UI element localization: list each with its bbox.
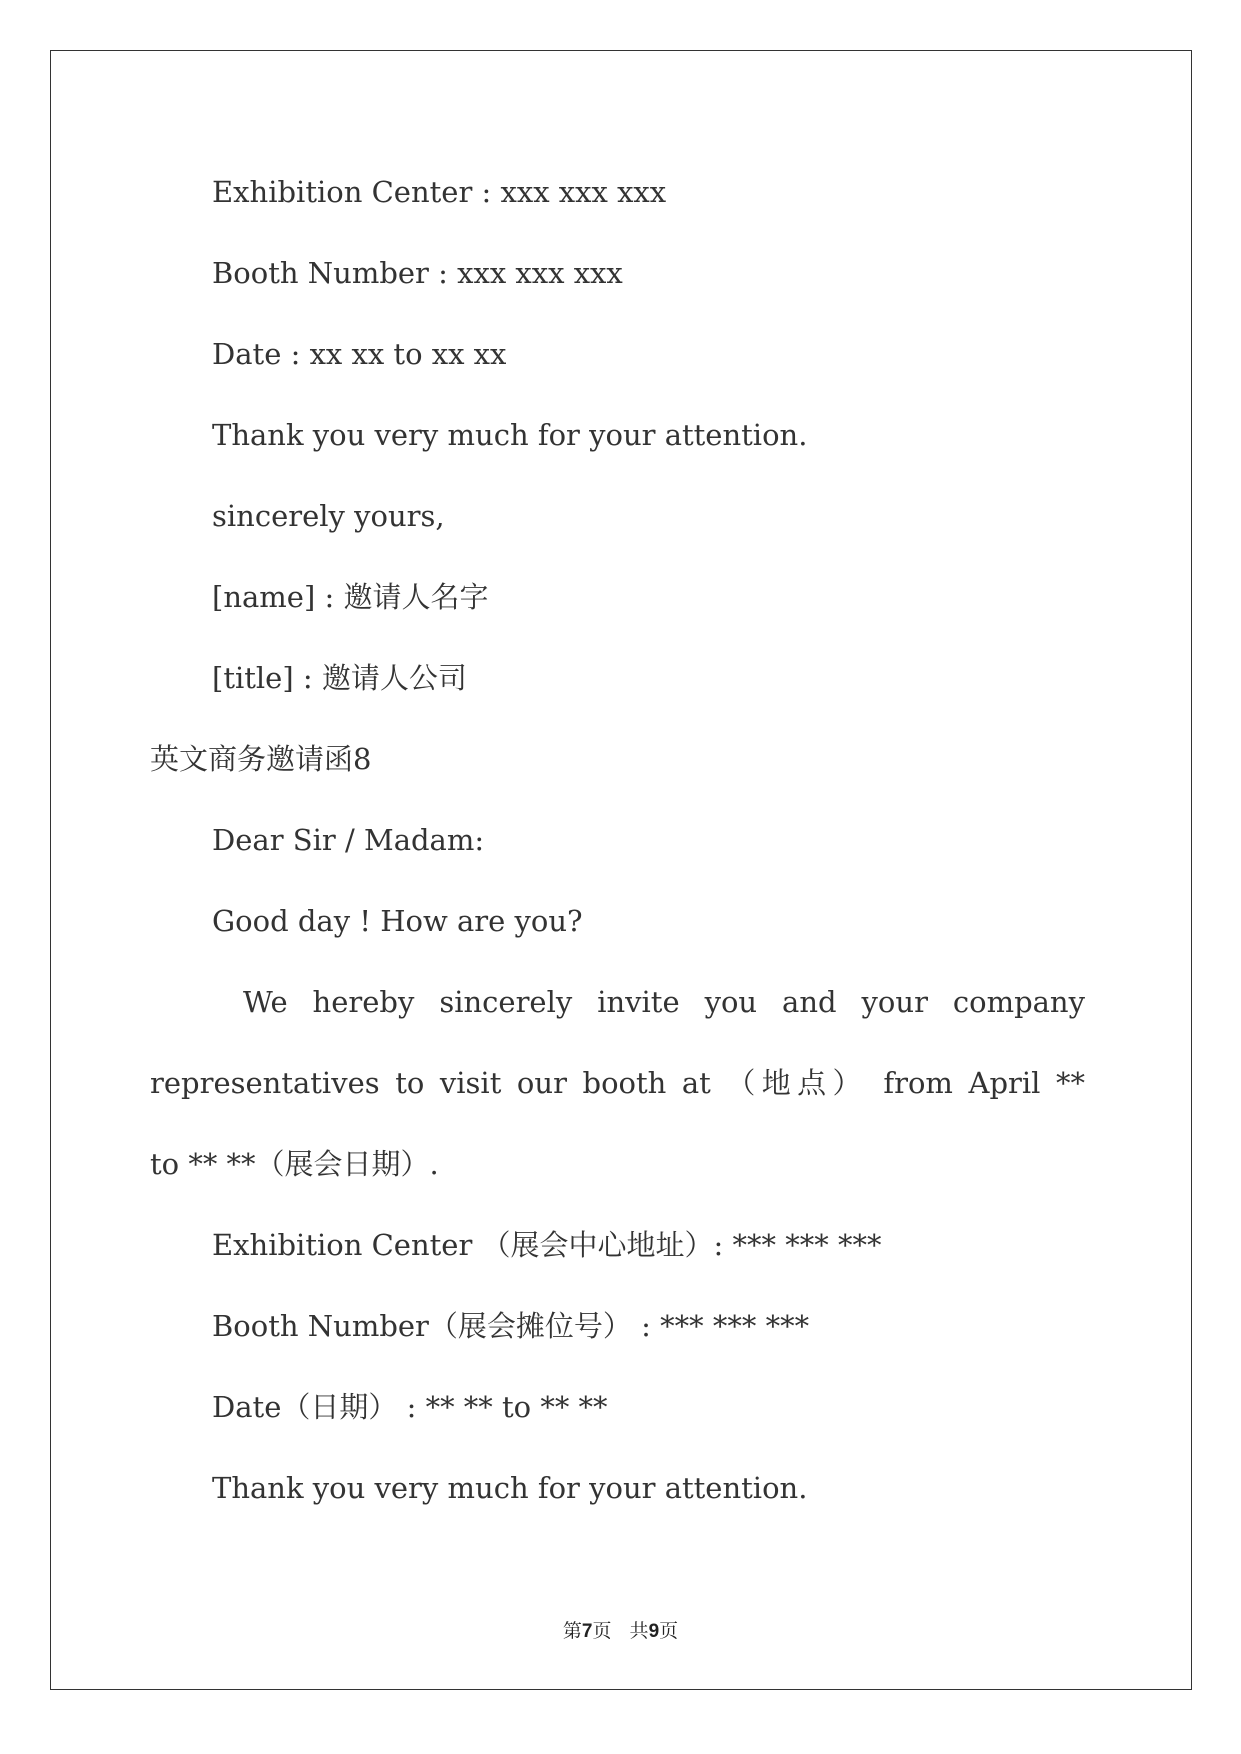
exhibition-center-line: Exhibition Center : xxx xxx xxx (212, 175, 667, 209)
date-line: Date : xx xx to xx xx (212, 337, 507, 371)
greeting-line: Dear Sir / Madam: (212, 823, 485, 857)
paragraph-line-2: representatives to visit our booth at （地点） from April ** (150, 1066, 1085, 1100)
detail-thank-you: Thank you very much for your attention. (212, 1471, 808, 1505)
detail-date: Date（日期） : ** ** to ** ** (212, 1390, 608, 1424)
booth-number-line: Booth Number : xxx xxx xxx (212, 256, 623, 290)
thank-you-line: Thank you very much for your attention. (212, 418, 808, 452)
detail-exhibition-center: Exhibition Center （展会中心地址）: *** *** *** (212, 1228, 882, 1262)
name-line: [name] : 邀请人名字 (212, 580, 489, 614)
page-footer (0, 1616, 1241, 1643)
title-line: [title] : 邀请人公司 (212, 661, 467, 695)
paragraph-line-1: We hereby sincerely invite you and your company (243, 985, 1085, 1019)
page-border (50, 50, 1192, 1690)
section-heading: 英文商务邀请函8 (150, 742, 372, 776)
footer-current-page: 7 (581, 1621, 593, 1642)
detail-booth-number: Booth Number（展会摊位号） : *** *** *** (212, 1309, 810, 1343)
opening-line: Good day ! How are you? (212, 904, 583, 938)
footer-middle: 页 共 (592, 1620, 649, 1642)
paragraph-line-3: to ** **（展会日期）. (150, 1147, 439, 1181)
footer-total-pages: 9 (648, 1621, 660, 1642)
closing-line: sincerely yours, (212, 499, 445, 533)
footer-suffix: 页 (659, 1620, 679, 1642)
footer-prefix: 第 (562, 1620, 582, 1642)
